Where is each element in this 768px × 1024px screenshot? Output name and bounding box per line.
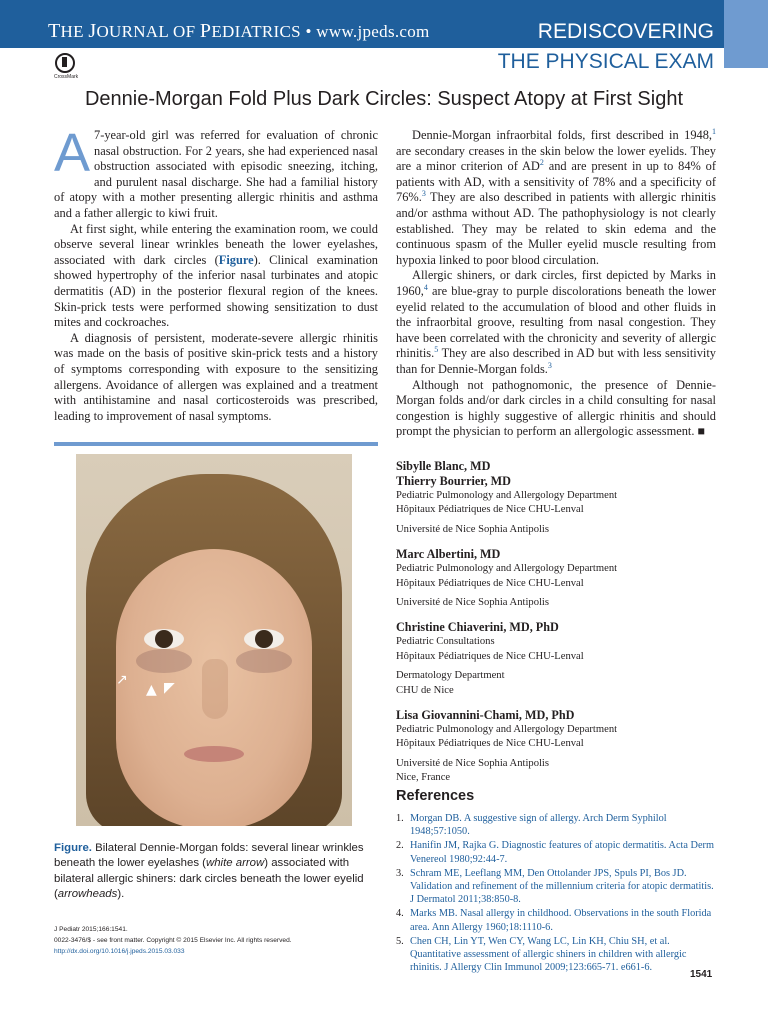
- citation-3[interactable]: 3: [421, 189, 426, 199]
- author-block: [396, 620, 726, 698]
- author-affiliation: Pediatric Pulmonology and Allergology Department: [396, 563, 618, 575]
- citation-4[interactable]: 4: [423, 282, 428, 292]
- citation-5[interactable]: 5: [434, 345, 439, 355]
- journal-citation: J Pediatr 2015;166:1541.: [54, 926, 128, 933]
- journal-name: THE JOURNAL OF PEDIATRICS • www.jpeds.com: [48, 20, 430, 42]
- figure-caption: Figure. Bilateral Dennie-Morgan folds: several linear wrinkles beneath the lower eyelashes (white arrow) associated with bilateral allergic shiners: dark circles beneath the lower eyelid (arrowheads).: [54, 842, 364, 901]
- citation-2[interactable]: 2: [539, 158, 544, 168]
- drop-cap: A: [54, 123, 91, 183]
- section-label-line2: THE PHYSICAL EXAM: [497, 50, 714, 73]
- article-title: Dennie-Morgan Fold Plus Dark Circles: Suspect Atopy at First Sight: [84, 88, 684, 110]
- author-block: [396, 547, 726, 610]
- journal-header-bar: [0, 0, 768, 48]
- arrowhead-icon: ▲: [146, 682, 157, 698]
- paragraph-3: A diagnosis of persistent, moderate-severe allergic rhinitis was made on the basis of positive skin-prick tests and a history of symptoms corresponding with exposure to the sensitizing allergens. Avoidance of allergen was explained and a treatment with antihistamine and nasal corticosteroids was prescribed, leading to improvement of nasal symptoms.: [54, 330, 378, 423]
- author-affiliation: CHU de Nice: [396, 684, 454, 696]
- crossmark-label: CrossMark: [54, 74, 79, 80]
- section-label-line1: REDISCOVERING: [537, 20, 714, 43]
- author-affiliation: Pediatric Pulmonology and Allergology Department: [396, 724, 618, 736]
- right-column-text: Dennie-Morgan infraorbital folds, first described in 1948,$^1$ are secondary creases in the skin below the lower eyelids. They are a minor criterion of $AD^2$ and are present in up to 84% of patients with AD, with a sensitivity of 78% and a specificity of 76%.$^3$ They are also described in patients with allergic rhinitis and/or asthma without AD. The pathophysiology is not clearly established. They may be related to skin edema and the continuous spasm of the Muller eyelid muscle resulting from hypoxia linked to poor blood circulation. Allergic shiners, or dark circles, first depicted by Marks in 1960,$^4$ are blue-gray to purple discolorations beneath the lower eyelid related to the accumulation of blood and other fluids in the infraorbital groove, resulting from nasal congestion. They have been correlated with the chronicity and severity of allergic rhinitis.$^5$ They are also described in AD but with less sensitivity than for Dennie-Morgan folds.$^3$ Although not pathognomonic, the presence of Dennie-Morgan folds and/or dark circles in a child consulting for nasal congestion is highly suggestive of allergic rhinitis and should prompt the physician to perform an allergologic assessment. ■: [396, 126, 716, 439]
- doi-link[interactable]: http://dx.doi.org/10.1016/j.jpeds.2015.03.033: [54, 948, 185, 955]
- reference-item: 3. Schram ME, Leeflang MM, Den Ottolander JPS, Spuls PI, Bos JD. Validation and refinement of the millennium criteria for atopic dermatitis. J Dermatol 2011;38:850-8.: [396, 867, 714, 906]
- citation-3b[interactable]: 3: [547, 360, 552, 370]
- author-affiliation: Université de Nice Sophia Antipolis: [396, 523, 549, 535]
- author-name: Sibylle Blanc, MD: [396, 459, 491, 473]
- author-affiliation: Pediatric Consultations: [396, 636, 495, 648]
- reference-link[interactable]: Schram ME, Leeflang MM, Den Ottolander JPS, Spuls PI, Bos JD. Validation and refinement of the millennium criteria for atopic dermatitis. J Dermatol 2011;38:850-8.: [410, 867, 714, 906]
- author-name: Marc Albertini, MD: [396, 547, 501, 562]
- white-arrow-icon: ↗: [116, 672, 128, 688]
- author-affiliation: Hôpitaux Pédiatriques de Nice CHU-Lenval: [396, 738, 584, 750]
- reference-item: 4. Marks MB. Nasal allergy in childhood. Observations in the south Florida area. Ann Allergy 1960;18:1110-6.: [396, 908, 712, 933]
- reference-link[interactable]: Marks MB. Nasal allergy in childhood. Observations in the south Florida area. Ann Allergy 1960;18:1110-6.: [410, 908, 712, 933]
- references-heading: References: [396, 788, 475, 804]
- reference-link[interactable]: Chen CH, Lin YT, Wen CY, Wang LC, Lin KH, Chiu SH, et al. Quantitative assessment of allergic shiners in children with allergic rhinitis. J Allergy Clin Immunol 2009;123:665-71. e661-6.: [410, 935, 687, 974]
- paragraph-conclusion: Although not pathognomonic, the presence of Dennie-Morgan folds and/or dark circles in a child consulting for nasal congestion is highly suggestive of allergic rhinitis and should prompt the physician to perform an allergologic assessment.: [396, 377, 716, 439]
- author-affiliation: Dermatology Department: [396, 670, 505, 682]
- reference-link[interactable]: Morgan DB. A suggestive sign of allergy. Arch Derm Syphilol 1948;57:1050.: [410, 813, 667, 838]
- left-eye: [144, 629, 184, 649]
- crossmark-badge[interactable]: [54, 53, 79, 80]
- author-affiliation: Hôpitaux Pédiatriques de Nice CHU-Lenval: [396, 650, 584, 662]
- section-divider: [54, 442, 378, 446]
- reference-item: 1. Morgan DB. A suggestive sign of allergy. Arch Derm Syphilol 1948;57:1050.: [396, 813, 667, 838]
- author-affiliation: Nice, France: [396, 772, 451, 784]
- end-mark-icon: ■: [697, 424, 706, 439]
- figure-caption-label: Figure.: [54, 842, 92, 854]
- figure-photo: [76, 454, 352, 826]
- journal-url[interactable]: www.jpeds.com: [316, 22, 430, 41]
- author-affiliation: Pediatric Pulmonology and Allergology Department: [396, 490, 618, 501]
- author-list: [396, 459, 726, 796]
- author-name: Thierry Bourrier, MD: [396, 474, 511, 488]
- author-name: Lisa Giovannini-Chami, MD, PhD: [396, 708, 575, 723]
- paragraph-1: 7-year-old girl was referred for evaluation of chronic nasal obstruction. For 2 years, she had experienced nasal obstruction associated with episodic sneezing, itching, and purulent nasal discharge. She had a familial history of atopy with a mother presenting allergic rhinitis and asthma and a father allergic to kiwi fruit.: [54, 128, 378, 220]
- author-name: Christine Chiaverini, MD, PhD: [396, 620, 559, 635]
- left-column-text: A 7-year-old girl was referred for evaluation of chronic nasal obstruction. For 2 years, she had experienced nasal obstruction associated with episodic sneezing, itching, and purulent nasal discharge. She had a familial history of atopy with a mother presenting allergic rhinitis and asthma and a father allergic to kiwi fruit. At first sight, while entering the examination room, we could observe several linear wrinkles beneath the lower eyelashes, associated with dark circles (Figure). Clinical examination showed hypertrophy of the inferior nasal turbinates and atopic dermatitis (AD) in the posterior flexural region of the knees. Skin-prick tests were performed showing sensitization to dust mites and cockroaches. A diagnosis of persistent, moderate-severe allergic rhinitis was made on the basis of positive skin-prick tests and a history of symptoms corresponding with exposure to the sensitizing allergens. Avoidance of allergen was explained and a treatment with antihistamine and nasal corticosteroids was prescribed, leading to improvement of nasal symptoms.: [54, 123, 378, 423]
- header-separator: •: [305, 22, 312, 41]
- page-number: 1541: [690, 969, 713, 980]
- left-dark-circle: [136, 649, 192, 673]
- citation-1[interactable]: 1: [712, 126, 716, 136]
- crossmark-icon: [55, 53, 75, 73]
- author-affiliation: Hôpitaux Pédiatriques de Nice CHU-Lenval: [396, 577, 584, 589]
- reference-item: 5. Chen CH, Lin YT, Wen CY, Wang LC, Lin KH, Chiu SH, et al. Quantitative assessment of allergic shiners in children with allergic rhinitis. J Allergy Clin Immunol 2009;123:665-71. e661-6.: [396, 935, 687, 974]
- reference-link[interactable]: Hanifin JM, Rajka G. Diagnostic features of atopic dermatitis. Acta Derm Venereol 1980;92:44-7.: [410, 840, 714, 865]
- reference-list: [396, 812, 716, 975]
- header-accent-tab: [724, 0, 768, 68]
- right-dark-circle: [236, 649, 292, 673]
- figure-link[interactable]: Figure: [218, 252, 254, 267]
- arrowhead-icon: ◤: [164, 680, 175, 696]
- author-affiliation: Hôpitaux Pédiatriques de Nice CHU-Lenval: [396, 504, 584, 516]
- author-affiliation: Université de Nice Sophia Antipolis: [396, 757, 549, 769]
- author-block: [396, 459, 726, 537]
- copyright-line: 0022-3476/$ - see front matter. Copyright © 2015 Elsevier Inc. All rights reserved.: [54, 937, 292, 944]
- right-eye: [244, 629, 284, 649]
- author-block: [396, 708, 726, 786]
- photo-nose: [202, 659, 228, 719]
- photo-mouth: [184, 746, 244, 762]
- reference-item: 2. Hanifin JM, Rajka G. Diagnostic features of atopic dermatitis. Acta Derm Venereol 1980;92:44-7.: [396, 840, 714, 865]
- author-affiliation: Université de Nice Sophia Antipolis: [396, 597, 549, 609]
- citation-footer: [54, 924, 292, 957]
